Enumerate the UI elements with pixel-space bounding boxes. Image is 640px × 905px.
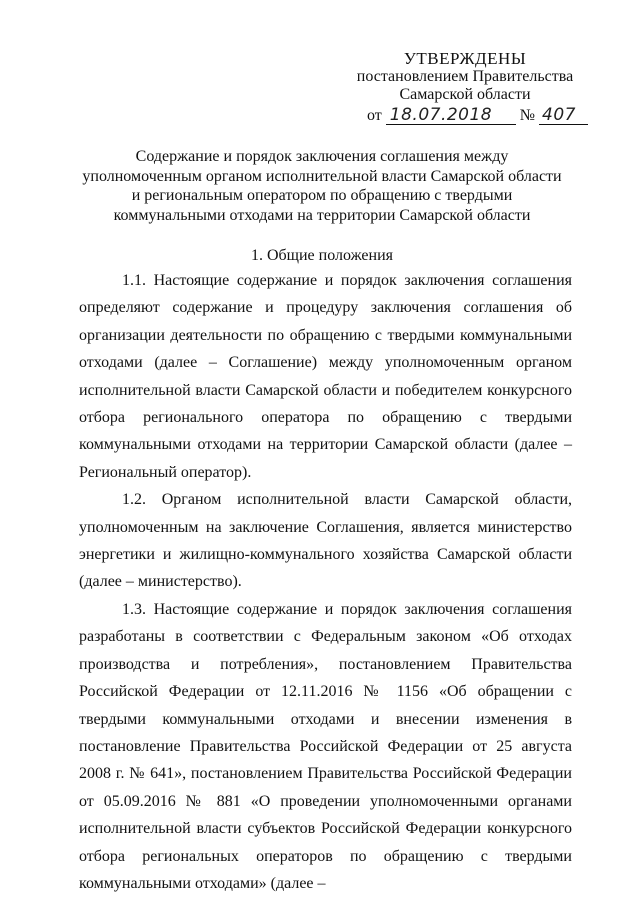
approval-block xyxy=(340,50,590,125)
paragraph-1-2: 1.2. Органом исполнительной власти Самарской области, уполномоченным на заключение Соглашения, является министерство энергетики и жилищно-коммунального хозяйства Самарской области (далее – министерство). xyxy=(79,491,572,591)
section-heading: 1. Общие положения xyxy=(250,247,394,264)
approval-date-line xyxy=(340,107,590,125)
handwritten-date: 18.07.2018 xyxy=(389,105,493,125)
number-prefix: № xyxy=(519,107,536,124)
paragraph-1-1: 1.1. Настоящие содержание и порядок заключения соглашения определяют содержание и процедуру заключения соглашения об организации деятельности по обращению с твердыми коммунальными отходами (далее – Соглашение) между уполномоченным органом исполнительной власти Самарской области и победителем конкурсного отбора регионального оператора по обращению с твердыми коммунальными отходами на территории Самарской области (далее – Региональный оператор). xyxy=(79,272,572,481)
approval-heading: УТВЕРЖДЕНЫ xyxy=(403,49,527,68)
document-body xyxy=(79,267,572,897)
handwritten-number: 407 xyxy=(542,105,576,125)
date-prefix: от xyxy=(367,107,382,124)
document-title: Содержание и порядок заключения соглашения между уполномоченным органом исполнительной власти Самарской области и региональным оператором по обращению с твердыми коммунальными отходами на территории Самарской области xyxy=(82,148,562,224)
approval-line-region: Самарской области xyxy=(399,86,531,103)
approval-date-field xyxy=(386,107,516,125)
approval-line-resolution: постановлением Правительства xyxy=(356,68,574,85)
paragraph-1-3: 1.3. Настоящие содержание и порядок заключения соглашения разработаны в соответствии с Федеральным законом «Об отходах производства и потребления», постановлением Правительства Российской Федерации от 12.11.2016 № 1156 «Об обращении с твердыми коммунальными отходами и внесении изменения в постановление Правительства Российской Федерации от 25 августа 2008 г. № 641», постановлением Правительства Российской Федерации от 05.09.2016 № 881 «О проведении уполномоченными органами исполнительной власти субъектов Российской Федерации конкурсного отбора региональных операторов по обращению с твердыми коммунальными отходами» (далее – xyxy=(79,600,572,892)
approval-number-field xyxy=(539,107,588,125)
